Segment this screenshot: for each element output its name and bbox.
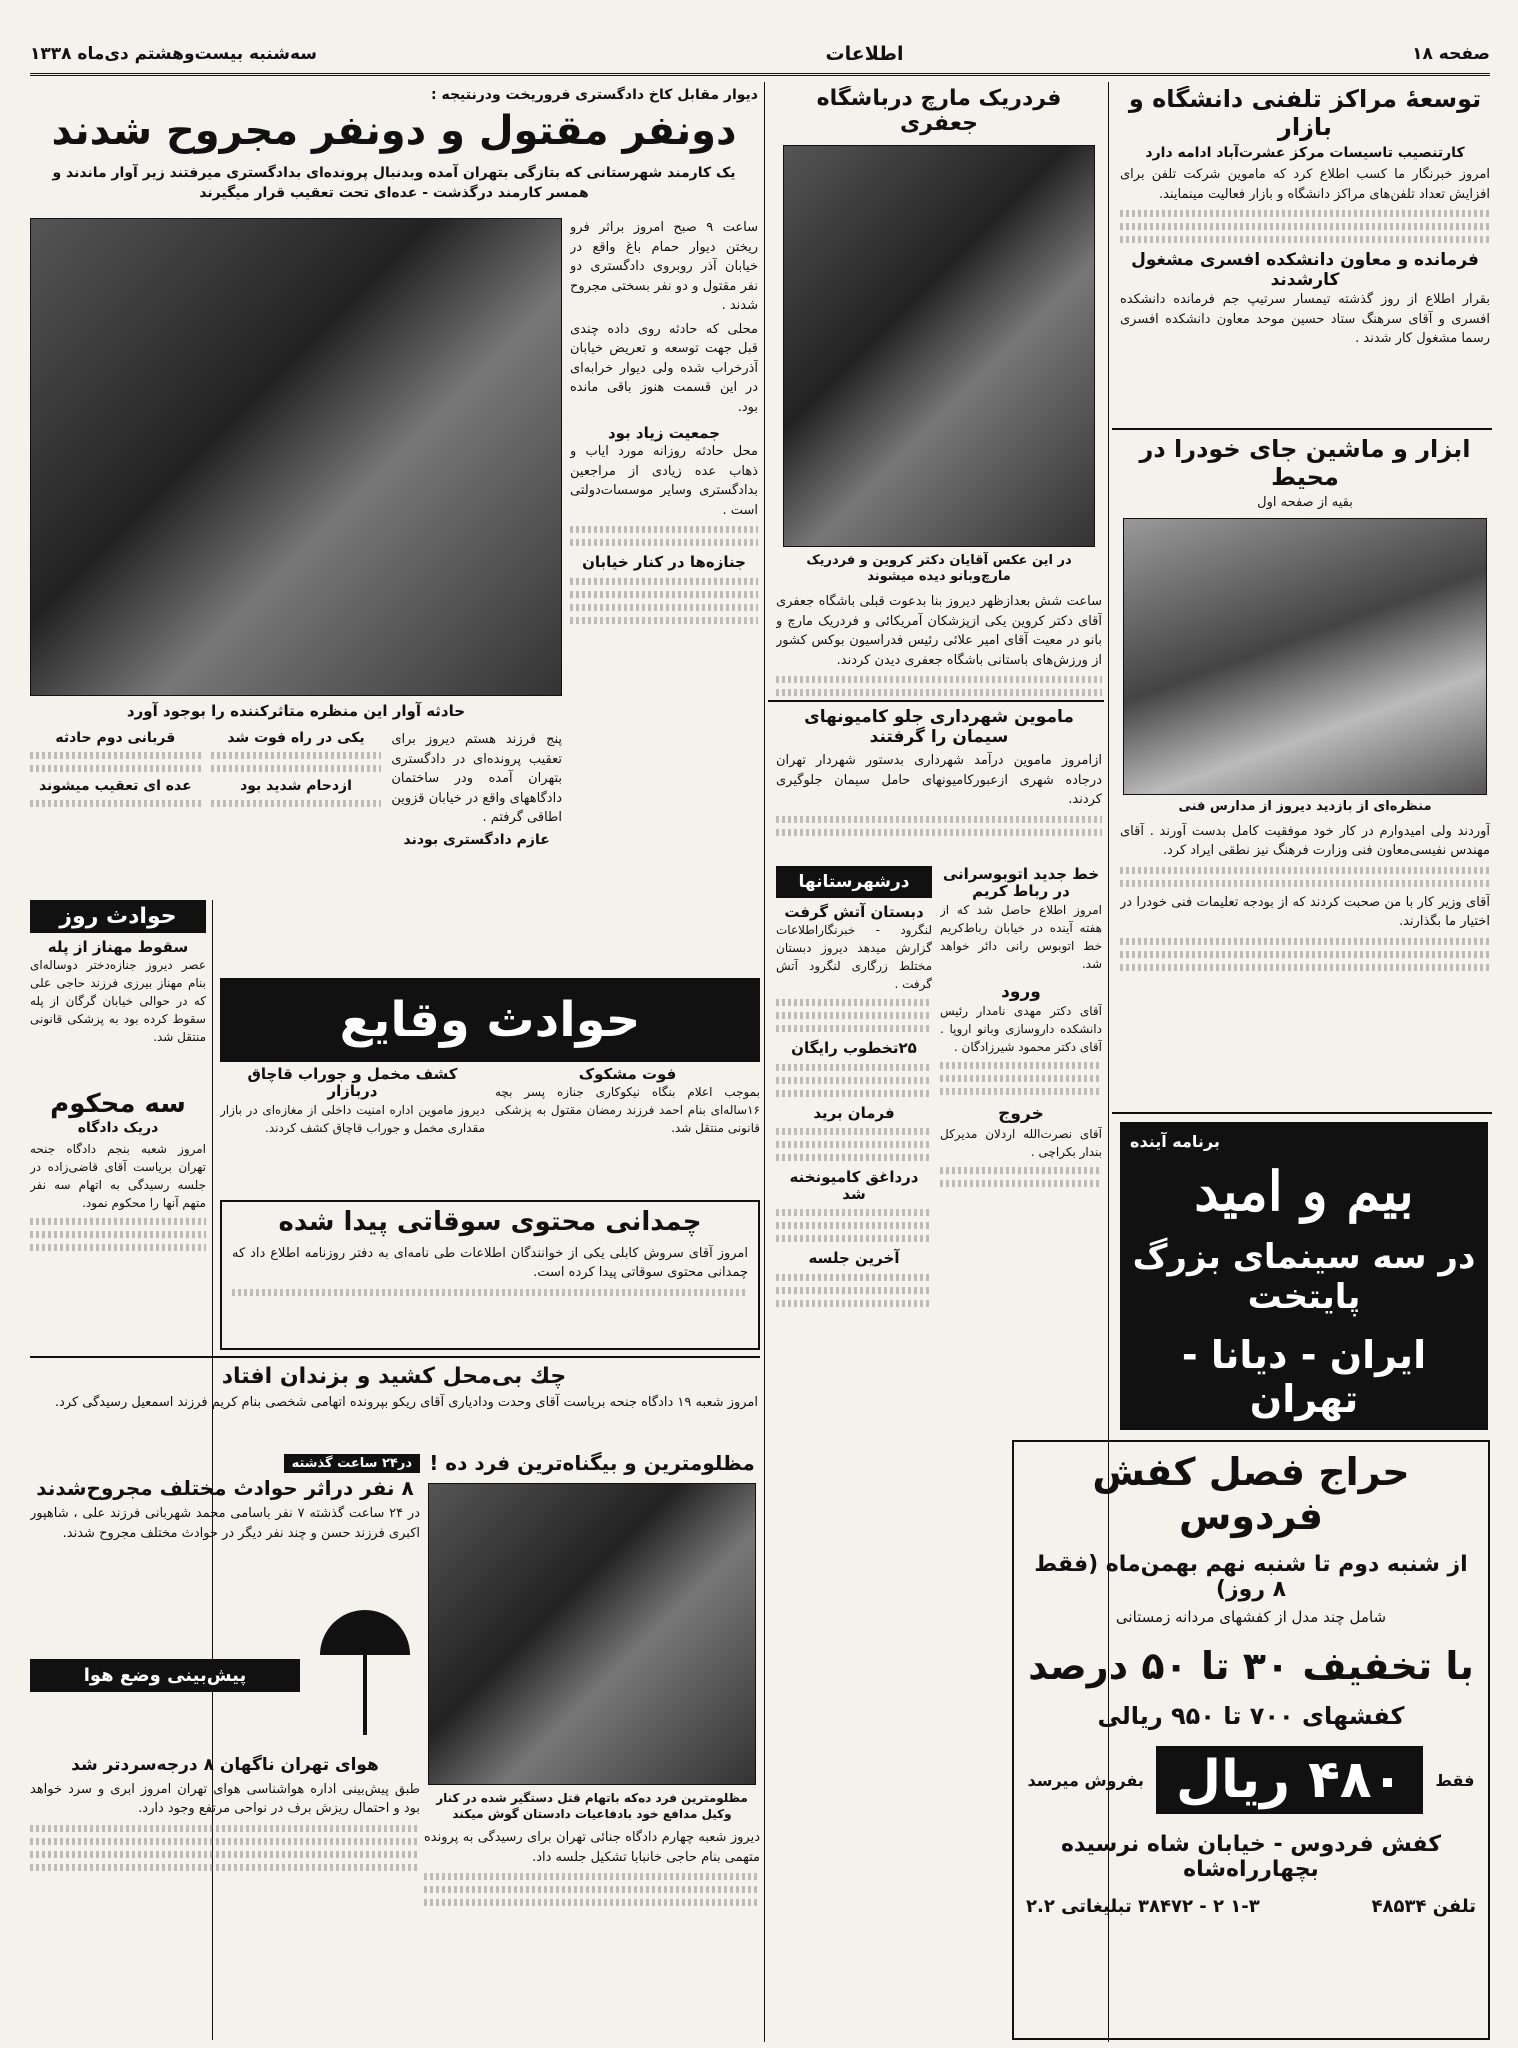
arrival-body: آقای دکتر مهدی نامدار رئیس دانشکده داروسازی وبانو اروپا . آقای دکتر محمود شیرزادگان .: [940, 1004, 1102, 1055]
fire-body: لنگرود - خبرنگاراطلاعات گزارش میدهد دیروز دبستان مختلط زرگاری لنگرود آتش گرفت .: [776, 923, 932, 992]
masthead: [30, 34, 1490, 76]
cement-story: [776, 708, 1102, 858]
lead-subhead-6: قربانی دوم حادثه: [55, 730, 176, 746]
ferdows-sold: بفروش میرسد: [1027, 1770, 1144, 1790]
lead-subhead-7: عده ای تعقیب میشوند: [38, 778, 192, 795]
cheque-body: امروز شعبه ۱۹ دادگاه جنحه بریاست آقای وحدت ودادیاری آقای ریکو بپرونده اتهامی شخصی بنام کریم فرزند اسمعیل رسیدگی کرد.: [54, 1395, 758, 1411]
text-filler: [424, 1899, 760, 1906]
lead-cont-col-1: [391, 730, 562, 880]
text-filler: [940, 1062, 1102, 1069]
court-photo: [428, 1483, 756, 1785]
professor-caption: در این عکس آقایان دکتر کروین و فردریک مارچ‌وبانو دیده میشوند: [806, 552, 1072, 585]
ferdows-price: ۴۸۰ ریال: [1156, 1746, 1423, 1814]
mail-headline: فرمان برید: [813, 1103, 895, 1122]
ferdows-range: کفشهای ۷۰۰ تا ۹۵۰ ریالی: [1097, 1702, 1405, 1730]
truck-headline: درداغق کامیونخنه شد: [789, 1167, 919, 1203]
lead-kicker-row: [30, 84, 758, 106]
lead-subhead-8: عازم دادگستری بودند: [403, 831, 550, 848]
text-filler: [211, 752, 382, 759]
events-body-1: بموجب اعلام بنگاه نیکوکاری جنازه پسر بچه ۱۶ساله‌ای بنام احمد فرزند رمضان مقتول به پزشکی قانونی منتقل شد.: [495, 1085, 760, 1136]
text-filler: [570, 526, 758, 533]
city-news-column: [776, 866, 932, 2036]
text-filler: [424, 1886, 760, 1893]
ferdows-ad-code: ۱-۳ ۲ - ۳۸۴۷۲ تبلیغاتی ۲.۲: [1026, 1896, 1260, 1917]
past-day-story: [30, 1452, 420, 1592]
lead-continuation: [30, 730, 562, 880]
text-filler: [776, 1154, 932, 1161]
lead-subhead-4: یکی در راه فوت شد: [227, 730, 365, 746]
ferdows-subtitle: شامل چند مدل از کفشهای مردانه زمستانی: [1115, 1608, 1387, 1626]
section-rule: [1112, 1112, 1492, 1114]
program-subtitle: در سه سینمای بزرگ پایتخت: [1132, 1237, 1476, 1317]
lead-subhead-5: ازدحام شدید بود: [240, 778, 352, 795]
events-title: حوادث وقایع: [339, 992, 641, 1048]
arrival-label: ورود: [1001, 981, 1041, 1002]
past-day-label: در۲۴ ساعت گذشته: [284, 1454, 420, 1473]
section-rule: [30, 1356, 760, 1358]
text-filler: [30, 1838, 420, 1845]
lead-body-2: محلی که حادثه روی داده چندی قبل جهت توسعه و تعریض خیابان آذرخراب شده ولی دیوار خرابه‌ای در این قسمت هنوز باقی مانده بود.: [570, 321, 758, 415]
cement-body: ازامروز ماموین درآمد شهرداری بدستور شهردار تهران درجاده شهری ازعبورکامیونهای حامل سیمان جلوگیری کردند.: [776, 753, 1102, 808]
text-filler: [424, 1873, 760, 1880]
lead-subhead-2: جمعیت زیاد بود: [607, 424, 721, 442]
events-stories: [220, 1066, 760, 1196]
lead-kicker: دیوار مقابل کاخ دادگستری فروریخت ودرنتیجه :: [431, 87, 758, 103]
text-filler: [1120, 223, 1490, 230]
lead-subhead: یک کارمند شهرستانی که بتازگی بتهران آمده وبدنبال پرونده‌ای بدادگستری میرفتند زیر آوار ماندند و همسر کارمند درگذشت - عده‌ای تحت تعقیب قرار میگیرند: [52, 165, 736, 201]
text-filler: [776, 1287, 932, 1294]
text-filler: [30, 1851, 420, 1858]
tools-caption: منظره‌ای از بازدید دیروز از مدارس فنی: [1178, 799, 1432, 815]
text-filler: [776, 1128, 932, 1135]
lead-body-3: محل حادثه روزانه مورد ایاب و ذهاب عده زیادی از مراجعین بدادگستری وسایر موسسات‌دولتی است .: [570, 444, 758, 518]
text-filler: [1120, 880, 1490, 887]
text-filler: [776, 999, 932, 1006]
ferdows-ad: [1012, 1440, 1490, 2040]
city-label: درشهرستانها: [776, 866, 932, 898]
professor-headline: فردریک مارچ درباشگاه جعفری: [816, 86, 1062, 137]
text-filler: [776, 1209, 932, 1216]
text-filler: [570, 591, 758, 598]
text-filler: [940, 1088, 1102, 1095]
lead-photo-caption: حادثه آوار این منظره متاثرکننده را بوجود آورد: [126, 702, 466, 720]
tools-kicker: بقیه از صفحه اول: [1257, 495, 1353, 511]
events-headline-1: فوت مشکوک: [578, 1066, 677, 1083]
section-rule: [768, 700, 1104, 702]
telephone-story: [1120, 86, 1490, 426]
program-ad: [1120, 1122, 1488, 1430]
tools-headline: ابزار و ماشین جای خودرا در محیط: [1139, 436, 1471, 491]
text-filler: [776, 1077, 932, 1084]
bus-body: امروز اطلاع حاصل شد که از هفته آینده در خیابان رباط‌کریم خط اتوبوس رانی دائر خواهد شد.: [940, 902, 1102, 971]
past-day-headline: ۸ نفر دراثر حوادث مختلف مجروح‌شدند: [36, 1476, 414, 1500]
oppressed-headline: مظلومترین و بیگناه‌ترین فرد ده !: [429, 1452, 755, 1475]
text-filler: [30, 765, 201, 772]
collapse-photo: [30, 218, 562, 696]
telephone-body: امروز خبرنگار ما کسب اطلاع کرد که ماموین شرکت تلفن برای افزایش تعداد تلفن‌های مراکز دانشگاه و بازار فعالیت مینمایند.: [1120, 167, 1490, 202]
text-filler: [776, 1064, 932, 1071]
fire-headline: دبستان آتش گرفت: [784, 903, 924, 921]
text-filler: [232, 1289, 748, 1296]
academy-headline: فرمانده و معاون دانشکده افسری مشغول کارشدند: [1131, 250, 1479, 290]
lead-subhead-3: جنازه‌ها در کنار خیابان: [582, 553, 746, 572]
ferdows-dates: از شنبه دوم تا شنبه نهم بهمن‌ماه (فقط ۸ روز): [1034, 1552, 1468, 1602]
text-filler: [776, 1222, 932, 1229]
text-filler: [30, 752, 201, 759]
ferdows-discount: با تخفیف ۳۰ تا ۵۰ درصد: [1028, 1644, 1474, 1688]
ferdows-phone: تلفن ۴۸۵۳۴: [1371, 1896, 1476, 1917]
events-banner: [220, 978, 760, 1062]
program-title: بیم و امید: [1194, 1159, 1414, 1223]
program-cinemas: ایران - دیانا - تهران: [1181, 1333, 1427, 1421]
text-filler: [776, 1235, 932, 1242]
text-filler: [776, 1012, 932, 1019]
paper-name: اطلاعات: [825, 42, 904, 65]
lead-headline: دونفر مقتول و دونفر مجروح شدند: [51, 108, 737, 154]
text-filler: [570, 578, 758, 585]
academy-body: بقرار اطلاع از روز گذشته تیمسار سرتیپ جم فرمانده دانشکده افسری و آقای سرهنگ ستاد حسین موحد معاون دانشکده افسری رسما مشغول کار شدند .: [1120, 292, 1490, 347]
tools-story: [1120, 436, 1490, 1106]
program-kicker: برنامه آینده: [1130, 1132, 1220, 1151]
text-filler: [1120, 951, 1490, 958]
text-filler: [30, 1244, 206, 1251]
text-filler: [211, 800, 382, 807]
section-rule: [1112, 428, 1492, 430]
cement-headline: ماموین شهرداری جلو کامیونهای سیمان را گرفتند: [804, 708, 1074, 747]
text-filler: [30, 1231, 206, 1238]
text-filler: [570, 539, 758, 546]
column-rule: [764, 82, 765, 2042]
oppressed-caption: مظلومترین فرد ده‌که باتهام قتل دستگیر شده در کنار وکیل مدافع خود بادفاعیات دادستان گوش میکند: [436, 1791, 748, 1821]
text-filler: [776, 816, 1102, 823]
text-filler: [30, 800, 201, 807]
ferdows-address: کفش فردوس - خیابان شاه نرسیده بچهارراه‌شاه: [1060, 1832, 1442, 1882]
text-filler: [1120, 964, 1490, 971]
events-col-1: [495, 1066, 760, 1196]
text-filler: [211, 765, 382, 772]
lead-body-1: ساعت ۹ صبح امروز براثر فرو ریختن دیوار حمام باغ واقع در خیابان آذر روبروی دادگستری دو نفر مقتول و دو نفر بسختی مجروح شدند .: [570, 220, 758, 313]
events-body-2: دیروز ماموین اداره امنیت داخلی از مغازه‌ای در بازار مقداری مخمل و جوراب قاچاق کشف کردند.: [220, 1102, 485, 1135]
text-filler: [776, 1274, 932, 1281]
date-line: سه‌شنبه بیست‌وهشتم دی‌ماه ۱۳۳۸: [30, 43, 317, 64]
umbrella-icon: [310, 1600, 420, 1750]
text-filler: [30, 1864, 420, 1871]
text-filler: [776, 689, 1102, 696]
departure-body: آقای نصرت‌الله اردلان مدیرکل بندار بکراچی .: [940, 1126, 1102, 1159]
departure-label: خروج: [998, 1104, 1044, 1125]
accidents-label: حوادث روز: [30, 900, 206, 933]
telephone-subhead: کارتنصیب تاسیسات مرکز عشرت‌آباد ادامه دارد: [1145, 145, 1465, 162]
convicted-subhead: دریک دادگاه: [77, 1119, 159, 1136]
arrivals-column: [940, 866, 1102, 1436]
events-col-2: [220, 1066, 485, 1196]
last-session-headline: آخرین جلسه: [808, 1249, 900, 1268]
convicted-headline: سه محکوم: [50, 1090, 186, 1119]
text-filler: [776, 676, 1102, 683]
lead-cont-col-3: [30, 730, 201, 880]
telephone-headline: توسعهٔ مراکز تلفنی دانشگاه و بازار: [1128, 86, 1482, 141]
text-filler: [940, 1180, 1102, 1187]
tools-body-2: آقای وزیر کار با من صحبت کردند که از بودجه تعلیمات فنی خودرا در اختیار ما بگذارند.: [1120, 894, 1490, 930]
suitcase-body: امروز آقای سروش کابلی یکی از خوانندگان اطلاعات طی نامه‌ای به دفتر روزنامه اطلاع داد که چمدانی محتوی سوقاتی پیدا کرده است.: [232, 1245, 748, 1281]
text-filler: [1120, 867, 1490, 874]
text-filler: [776, 1025, 932, 1032]
lead-cont-col-2: [211, 730, 382, 880]
text-filler: [570, 604, 758, 611]
ferdows-title: حراج فصل کفش فردوس: [1092, 1450, 1410, 1538]
oppressed-story: [424, 1452, 760, 2042]
ferdows-only: فقط: [1435, 1770, 1475, 1790]
bus-headline: خط جدید اتوبوسرانی در رباط کریم: [942, 866, 1100, 901]
text-filler: [940, 1075, 1102, 1082]
accidents-box: [30, 900, 206, 1082]
oppressed-body: دیروز شعبه چهارم دادگاه جنائی تهران برای رسیدگی به پرونده متهمی بنام حاجی خانبابا تشکیل جلسه داد.: [424, 1830, 760, 1865]
cheque-headline: چك بی‌محل كشيد و بزندان افتاد: [221, 1364, 567, 1389]
convicted-story: [30, 1090, 206, 1350]
text-filler: [940, 1167, 1102, 1174]
accidents-headline-1: سقوط مهناز از پله: [47, 938, 189, 956]
club-photo: [783, 145, 1095, 547]
text-filler: [776, 1300, 932, 1307]
weather-label: پیش‌بینی وضع هوا: [30, 1659, 300, 1692]
tools-body: آوردند ولی امیدوارم در کار خود موفقیت کامل بدست آورند . آقای مهندس نفیسی‌معاون فنی وزارت فرهنگ نیز نطقی ایراد کرد.: [1120, 823, 1490, 859]
professor-body: ساعت شش بعدازظهر دیروز بنا بدعوت قبلی باشگاه جعفری آقای دکتر کروین یکی ازپزشکان آمریکائی و فردریک مارچ و بانو در معیت آقای امیر علائی رئیس فدراسیون بوکس کشور از ورزش‌های باستانی باشگاه جعفری دیدن کردند.: [776, 594, 1102, 668]
events-headline-2: کشف مخمل و جوراب قاچاق دربازار: [247, 1066, 458, 1101]
elections-headline: ۲۵تخطوب رایگان: [791, 1039, 917, 1058]
weather-body: طبق پیش‌بینی اداره هواشناسی هوای تهران امروز ابری و سرد خواهد بود و احتمال ریزش برف در نواحی مرتفع وجود دارد.: [30, 1781, 420, 1817]
text-filler: [1120, 236, 1490, 243]
weather-story: [30, 1600, 420, 2040]
workshop-photo: [1123, 518, 1487, 795]
page-number: صفحه ۱۸: [1412, 43, 1490, 64]
text-filler: [776, 1141, 932, 1148]
text-filler: [570, 617, 758, 624]
weather-headline: هوای تهران ناگهان ۸ درجه‌سردتر شد: [71, 1755, 379, 1775]
suitcase-headline: چمدانی محتوی سوقاتی پیدا شده: [278, 1207, 702, 1237]
professor-story: [776, 86, 1102, 698]
suitcase-story: [220, 1200, 760, 1350]
text-filler: [776, 829, 1102, 836]
text-filler: [1120, 210, 1490, 217]
text-filler: [1120, 938, 1490, 945]
text-filler: [776, 1090, 932, 1097]
past-day-body: در ۲۴ ساعت گذشته ۷ نفر باسامی محمد شهربانی فرزند علی ، شاهپور اکبری فرزند حسن و چند نفر دیگر در حوادث مختلف مجروح شدند.: [30, 1506, 420, 1541]
text-filler: [30, 1218, 206, 1225]
lead-body-4: پنج فرزند هستم دیروز برای تعقیب پرونده‌ای در دادگستری بتهران آمده ودر ساختمان دادگاههای واقع در خیابان قزوین اطاقی گرفتم .: [391, 732, 562, 825]
lead-body-column: [570, 218, 758, 978]
cheque-story: [30, 1364, 758, 1450]
convicted-body: امروز شعبه بنجم دادگاه جنحه تهران بریاست آقای قاضی‌زاده در جلسه رسیدگی به اتهام سه نفر متهم آنها را محکوم نمود.: [30, 1141, 206, 1210]
text-filler: [30, 1825, 420, 1832]
accidents-body-1: عصر دیروز جنازه‌دختر دوساله‌ای بنام مهناز بیرزی فرزند حاجی علی که در حوالی خیابان گرگان از پله سقوط کرده بود به پزشکی قانونی منتقل شد.: [30, 958, 206, 1045]
